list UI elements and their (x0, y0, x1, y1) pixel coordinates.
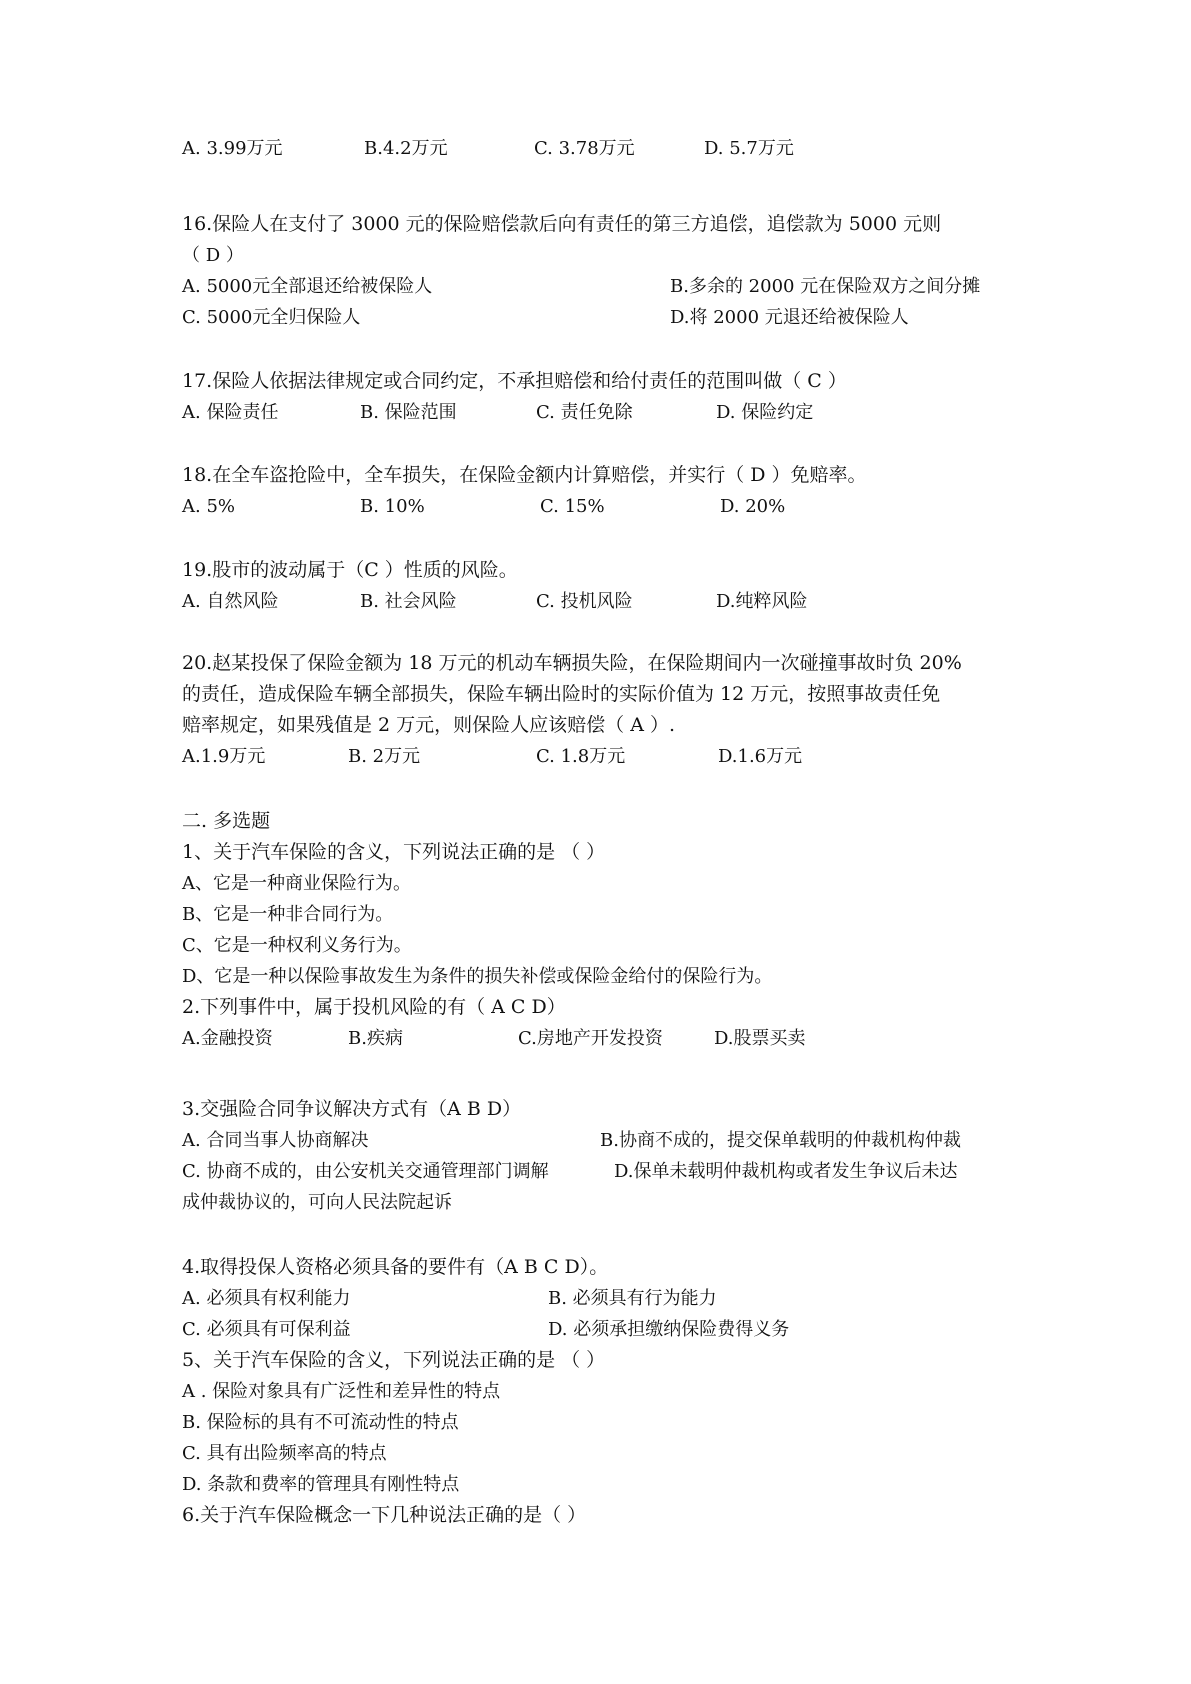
q18-option-d: D. 20% (720, 496, 786, 517)
multi-question-4-6 (182, 1252, 1022, 1531)
q19-options-row (182, 586, 1022, 617)
m2-option-b: B.疾病 (348, 1028, 403, 1049)
section-multiple-choice (182, 806, 1022, 1054)
q16-option-b: B.多余的 2000 元在保险双方之间分摊 (670, 276, 981, 297)
q15-option-a: A. 3.99万元 (182, 138, 283, 159)
m4-option-d: D. 必须承担缴纳保险费得义务 (548, 1319, 790, 1340)
multi-question-3 (182, 1094, 1022, 1218)
m1-option-d: D、它是一种以保险事故发生为条件的损失补偿或保险金给付的保险行为。 (182, 966, 773, 987)
m5-option-b: B. 保险标的具有不可流动性的特点 (182, 1412, 459, 1433)
q18-option-b: B. 10% (360, 496, 425, 517)
question-16 (182, 209, 1022, 333)
q20-stem-line3: 赔率规定，如果残值是 2 万元，则保险人应该赔偿（ A ）. (182, 714, 676, 736)
q15-option-c: C. 3.78万元 (534, 138, 635, 159)
question-19 (182, 555, 1022, 617)
q17-option-d: D. 保险约定 (716, 402, 814, 423)
m5-option-a: A . 保险对象具有广泛性和差异性的特点 (182, 1381, 501, 1402)
m3-options-row2 (182, 1156, 1022, 1187)
q16-options-row2 (182, 302, 1022, 333)
q15-option-b: B.4.2万元 (364, 138, 448, 159)
m2-stem: 2.下列事件中，属于投机风险的有（ A C D） (182, 996, 566, 1018)
q16-options-row1 (182, 271, 1022, 302)
q17-option-a: A. 保险责任 (182, 402, 279, 423)
m3-option-b: B.协商不成的，提交保单载明的仲裁机构仲裁 (600, 1130, 961, 1151)
m4-stem: 4.取得投保人资格必须具备的要件有（A B C D）。 (182, 1256, 609, 1278)
m3-option-c: C. 协商不成的，由公安机关交通管理部门调解 (182, 1161, 549, 1182)
question-15 (182, 133, 1022, 164)
q20-option-d: D.1.6万元 (718, 746, 803, 767)
q17-option-b: B. 保险范围 (360, 402, 457, 423)
q18-option-c: C. 15% (540, 496, 605, 517)
q17-options-row (182, 397, 1022, 428)
q16-option-a: A. 5000元全部退还给被保险人 (182, 276, 433, 297)
q16-stem-line1: 16.保险人在支付了 3000 元的保险赔偿款后向有责任的第三方追偿，追偿款为 5000 元则 (182, 213, 942, 235)
question-17 (182, 366, 1022, 428)
m4-options-row1 (182, 1283, 1022, 1314)
question-20 (182, 648, 1022, 772)
m2-options-row (182, 1023, 1022, 1054)
q16-option-c: C. 5000元全归保险人 (182, 307, 361, 328)
q19-option-d: D.纯粹风险 (716, 591, 808, 612)
m3-stem: 3.交强险合同争议解决方式有（A B D） (182, 1098, 522, 1120)
q20-option-b: B. 2万元 (348, 746, 421, 767)
m1-stem: 1、关于汽车保险的含义，下列说法正确的是 （ ） (182, 841, 606, 863)
m3-option-d: D.保单未载明仲裁机构或者发生争议后未达 (614, 1161, 958, 1182)
q18-stem: 18.在全车盗抢险中，全车损失，在保险金额内计算赔偿，并实行（ D ）免赔率。 (182, 464, 867, 486)
m4-option-c: C. 必须具有可保利益 (182, 1319, 351, 1340)
m3-option-d-continuation: 成仲裁协议的，可向人民法院起诉 (182, 1192, 452, 1213)
m4-option-a: A. 必须具有权利能力 (182, 1288, 351, 1309)
q19-stem: 19.股市的波动属于（C ）性质的风险。 (182, 559, 518, 581)
m4-option-b: B. 必须具有行为能力 (548, 1288, 717, 1309)
section-2-title: 二. 多选题 (182, 810, 271, 832)
question-18 (182, 460, 1022, 522)
q20-option-a: A.1.9万元 (182, 746, 266, 767)
q20-stem-line1: 20.赵某投保了保险金额为 18 万元的机动车辆损失险，在保险期间内一次碰撞事故时负 20% (182, 652, 962, 674)
m3-options-row1 (182, 1125, 1022, 1156)
q19-option-a: A. 自然风险 (182, 591, 279, 612)
m1-option-a: A、它是一种商业保险行为。 (182, 873, 411, 894)
m5-stem: 5、关于汽车保险的含义，下列说法正确的是 （ ） (182, 1349, 606, 1371)
m5-option-d: D. 条款和费率的管理具有刚性特点 (182, 1474, 460, 1495)
m2-option-c: C.房地产开发投资 (518, 1028, 663, 1049)
q20-stem-line2: 的责任，造成保险车辆全部损失，保险车辆出险时的实际价值为 12 万元，按照事故责任免 (182, 683, 941, 705)
q17-option-c: C. 责任免除 (536, 402, 633, 423)
q17-stem: 17.保险人依据法律规定或合同约定，不承担赔偿和给付责任的范围叫做（ C ） (182, 370, 847, 392)
m5-option-c: C. 具有出险频率高的特点 (182, 1443, 387, 1464)
m3-option-a: A. 合同当事人协商解决 (182, 1130, 369, 1151)
m2-option-a: A.金融投资 (182, 1028, 273, 1049)
q18-options-row (182, 491, 1022, 522)
q16-stem-line2: （ D ） (182, 245, 244, 266)
q18-option-a: A. 5% (182, 496, 235, 517)
m4-options-row2 (182, 1314, 1022, 1345)
q20-options-row (182, 741, 1022, 772)
m2-option-d: D.股票买卖 (714, 1028, 806, 1049)
q19-option-c: C. 投机风险 (536, 591, 633, 612)
m6-stem: 6.关于汽车保险概念一下几种说法正确的是（ ） (182, 1504, 587, 1526)
m1-option-c: C、它是一种权利义务行为。 (182, 935, 412, 956)
q20-option-c: C. 1.8万元 (536, 746, 626, 767)
q15-option-d: D. 5.7万元 (704, 138, 794, 159)
m1-option-b: B、它是一种非合同行为。 (182, 904, 394, 925)
q19-option-b: B. 社会风险 (360, 591, 457, 612)
q16-option-d: D.将 2000 元退还给被保险人 (670, 307, 909, 328)
q15-options-row (182, 133, 1022, 164)
